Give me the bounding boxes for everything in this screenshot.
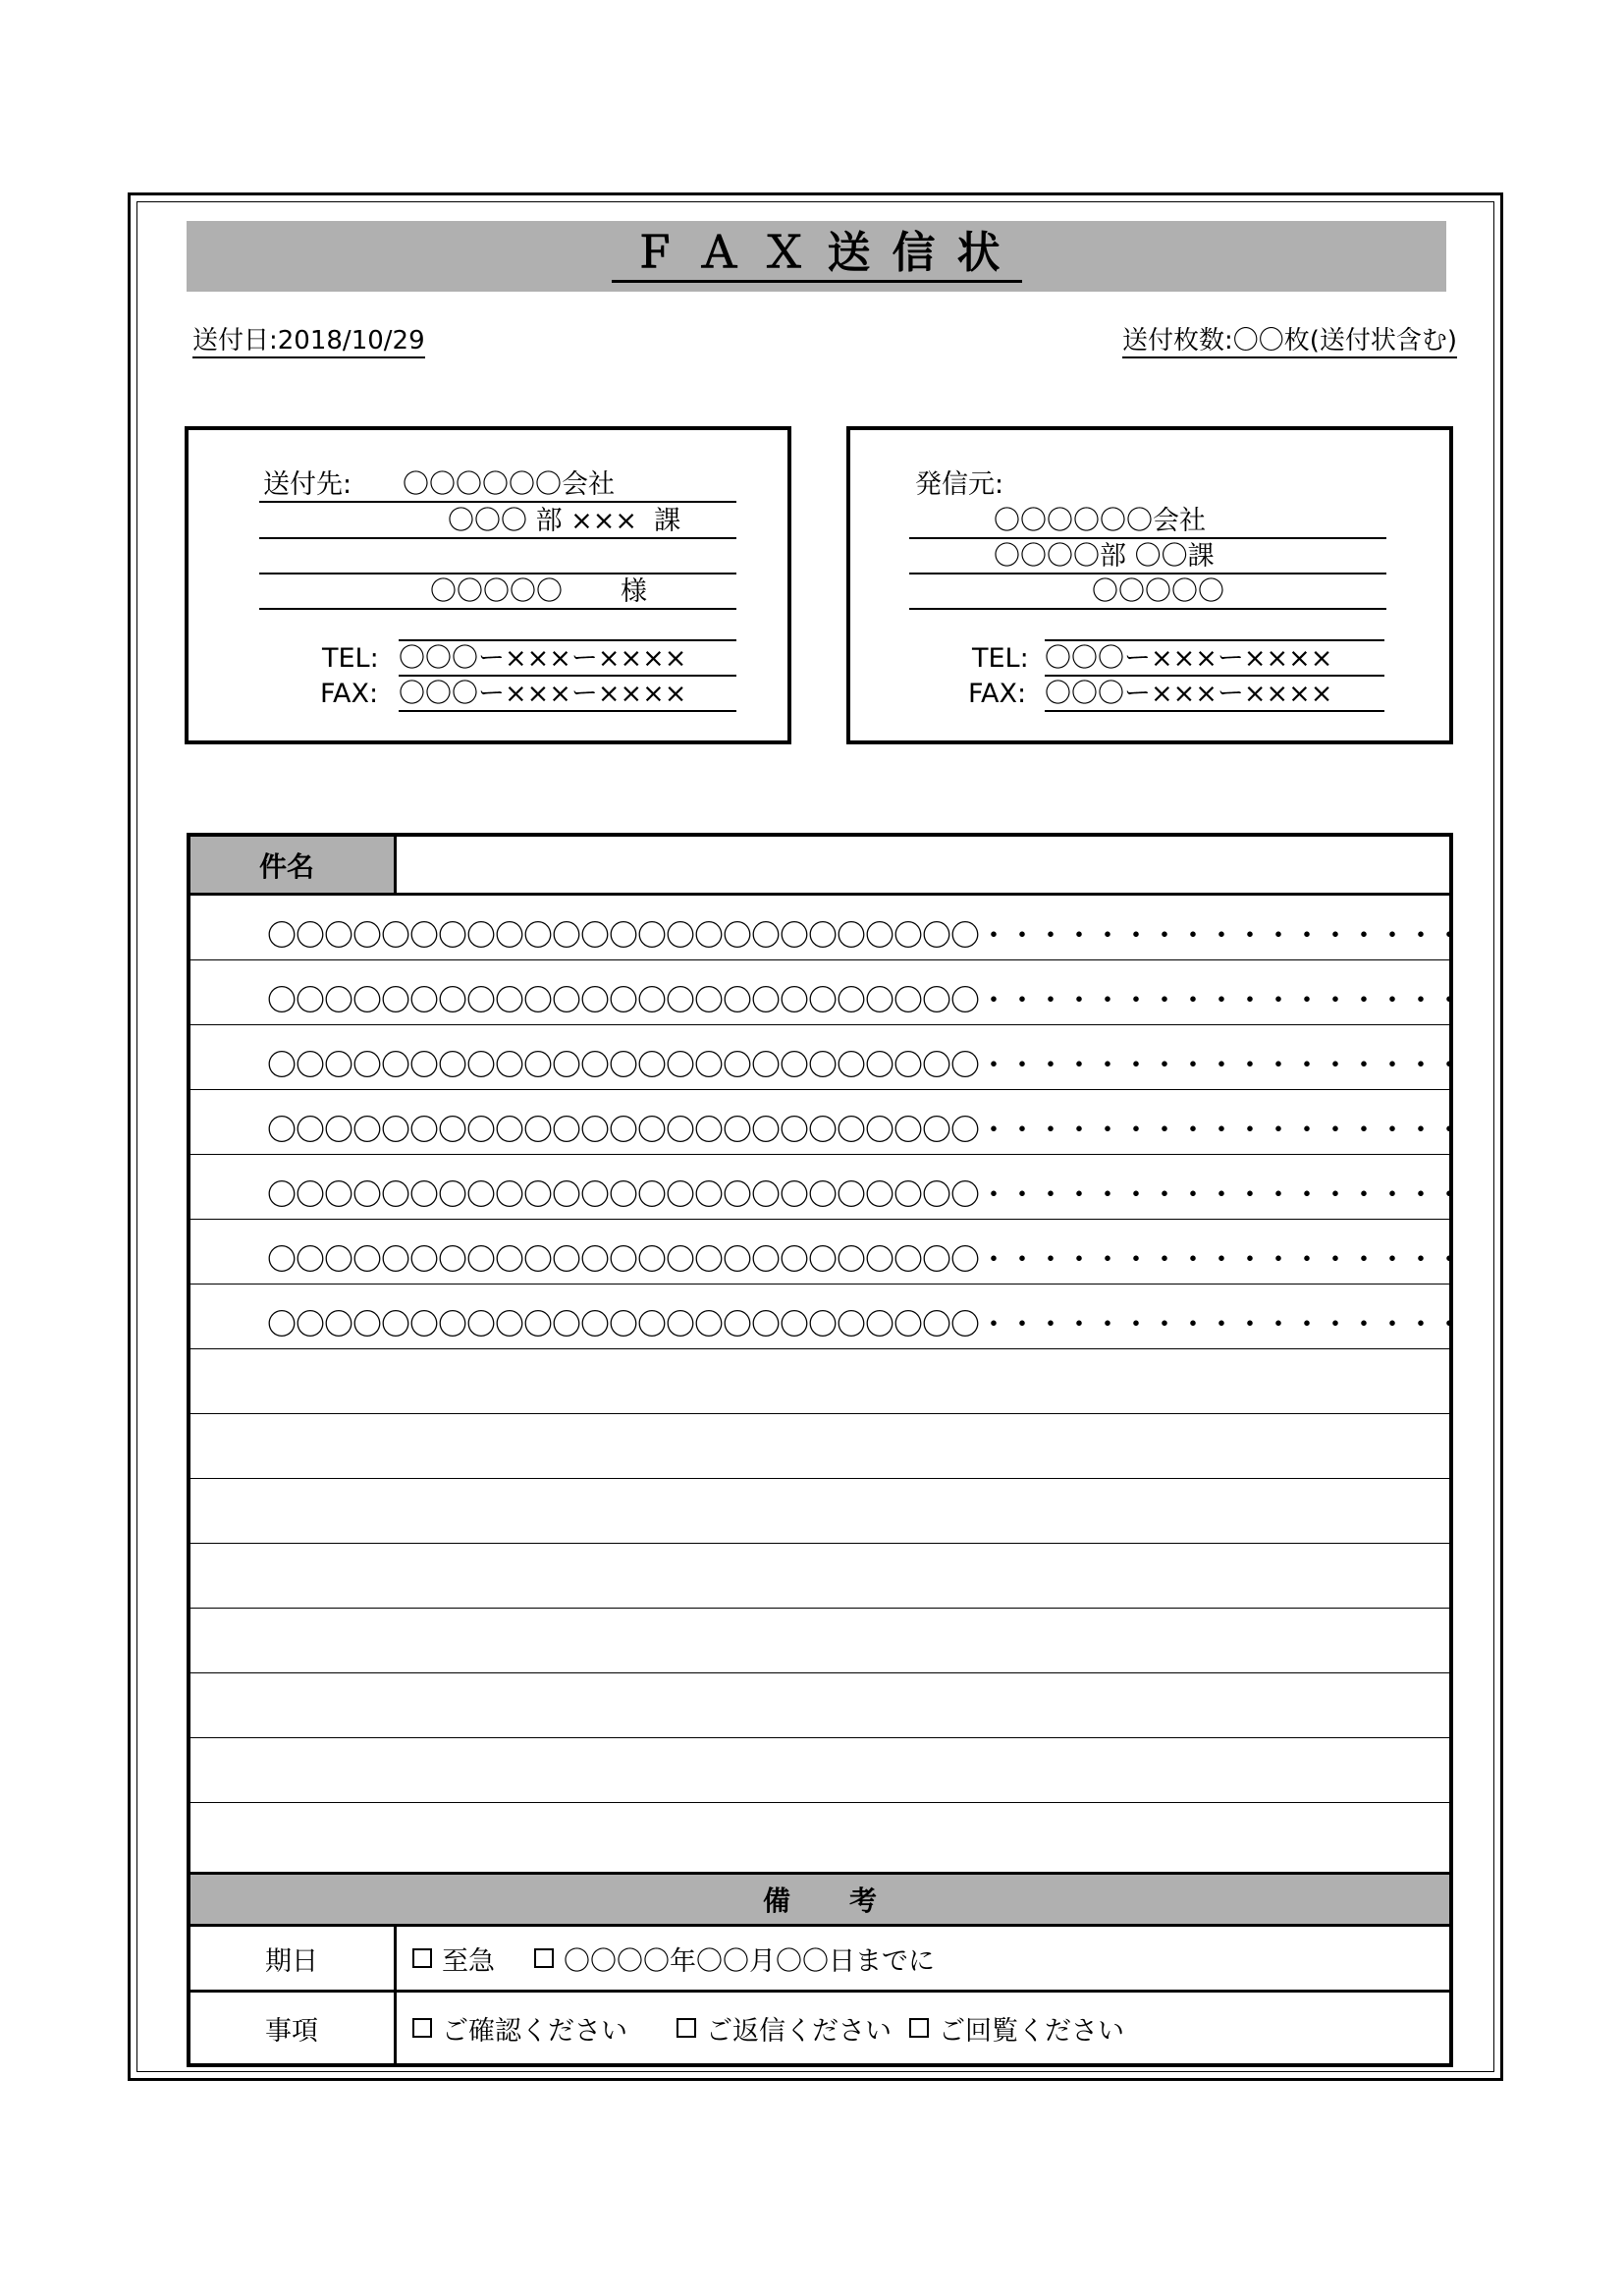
- sender-box: [846, 426, 1453, 744]
- deadline-options: [412, 1927, 974, 1990]
- option-circulate[interactable]: [909, 2009, 1124, 2048]
- sender-tel-top-line: [1045, 639, 1384, 641]
- message-table: [187, 833, 1463, 2067]
- matters-options: [412, 1993, 1164, 2063]
- recipient-line-4: [259, 608, 736, 610]
- body-line-text: 〇〇〇〇〇〇〇〇〇〇〇〇〇〇〇〇〇〇〇〇〇〇〇〇〇・・・・・・・・・・・・・・・・・: [267, 1178, 1463, 1213]
- body-line-8[interactable]: [190, 1349, 1449, 1414]
- sender-department: 〇〇〇〇部 〇〇課: [994, 541, 1215, 572]
- body-line-1[interactable]: [190, 896, 1463, 960]
- subject-label-text: 件名: [259, 849, 315, 883]
- deadline-label: [190, 1927, 397, 1990]
- option-reply[interactable]: [677, 2009, 892, 2048]
- recipient-box: [185, 426, 791, 744]
- sender-tel-label: TEL:: [972, 643, 1029, 674]
- matters-label: [190, 1993, 397, 2063]
- body-line-11[interactable]: [190, 1544, 1449, 1609]
- body-line-3[interactable]: [190, 1025, 1463, 1090]
- matters-label-text: 事項: [265, 2015, 318, 2047]
- body-line-10[interactable]: [190, 1479, 1449, 1544]
- body-line-4[interactable]: [190, 1090, 1463, 1155]
- sender-company: 〇〇〇〇〇〇会社: [994, 506, 1206, 536]
- body-line-15[interactable]: [190, 1803, 1449, 1872]
- recipient-fax: 〇〇〇ー×××ー××××: [399, 679, 687, 709]
- option-label: 〇〇〇〇年〇〇月〇〇日までに: [564, 1945, 935, 1977]
- recipient-line-1: [259, 501, 736, 503]
- body-line-text: 〇〇〇〇〇〇〇〇〇〇〇〇〇〇〇〇〇〇〇〇〇〇〇〇〇・・・・・・・・・・・・・・・・・: [267, 1308, 1463, 1342]
- recipient-fax-label: FAX:: [320, 679, 379, 709]
- body-line-9[interactable]: [190, 1414, 1449, 1479]
- body-line-text: 〇〇〇〇〇〇〇〇〇〇〇〇〇〇〇〇〇〇〇〇〇〇〇〇〇・・・・・・・・・・・・・・・・・: [267, 1114, 1463, 1148]
- body-line-2[interactable]: [190, 960, 1463, 1025]
- option-label: 至急: [442, 1945, 495, 1977]
- subject-field[interactable]: [397, 837, 1449, 893]
- recipient-company: 〇〇〇〇〇〇会社: [403, 469, 615, 500]
- option-confirm[interactable]: [412, 2009, 627, 2048]
- recipient-name: 〇〇〇〇〇: [430, 576, 563, 607]
- recipient-tel-label: TEL:: [322, 643, 379, 674]
- sender-fax: 〇〇〇ー×××ー××××: [1045, 679, 1333, 709]
- recipient-tel-top-line: [399, 639, 736, 641]
- recipient-fax-line: [399, 710, 736, 712]
- checkbox-icon[interactable]: [412, 1948, 432, 1968]
- sender-line-3: [909, 608, 1386, 610]
- body-line-text: 〇〇〇〇〇〇〇〇〇〇〇〇〇〇〇〇〇〇〇〇〇〇〇〇〇・・・・・・・・・・・・・・・・・: [267, 919, 1463, 954]
- checkbox-icon[interactable]: [412, 2018, 432, 2038]
- body-line-text: 〇〇〇〇〇〇〇〇〇〇〇〇〇〇〇〇〇〇〇〇〇〇〇〇〇・・・・・・・・・・・・・・・・・: [267, 984, 1463, 1018]
- checkbox-icon[interactable]: [909, 2018, 929, 2038]
- sender-tel: 〇〇〇ー×××ー××××: [1045, 643, 1333, 674]
- page-title: ＦＡＸ送信状: [612, 230, 1022, 282]
- remarks-row-matters: [190, 1993, 1449, 2063]
- deadline-label-text: 期日: [265, 1945, 318, 1977]
- option-urgent[interactable]: [412, 1940, 495, 1978]
- sender-line-1: [909, 537, 1386, 539]
- recipient-line-3: [259, 573, 736, 574]
- recipient-tel-line: [399, 675, 736, 677]
- sender-tel-line: [1045, 675, 1384, 677]
- sender-name: 〇〇〇〇〇: [1092, 576, 1224, 607]
- recipient-label: 送付先:: [263, 469, 352, 500]
- body-line-5[interactable]: [190, 1155, 1463, 1220]
- option-label: ご返信ください: [706, 2015, 892, 2047]
- sender-fax-line: [1045, 710, 1384, 712]
- recipient-honorific: 様: [621, 576, 647, 607]
- body-line-text: 〇〇〇〇〇〇〇〇〇〇〇〇〇〇〇〇〇〇〇〇〇〇〇〇〇・・・・・・・・・・・・・・・・・: [267, 1243, 1463, 1278]
- option-label: ご回覧ください: [939, 2015, 1124, 2047]
- checkbox-icon[interactable]: [534, 1948, 554, 1968]
- body-line-6[interactable]: [190, 1220, 1463, 1285]
- option-label: ご確認ください: [442, 2015, 627, 2047]
- sender-fax-label: FAX:: [968, 679, 1027, 709]
- title-band: [187, 221, 1446, 292]
- recipient-line-2: [259, 537, 736, 539]
- checkbox-icon[interactable]: [677, 2018, 696, 2038]
- subject-label: [190, 837, 397, 893]
- recipient-tel: 〇〇〇ー×××ー××××: [399, 643, 687, 674]
- remarks-row-deadline: [190, 1927, 1449, 1993]
- body-line-13[interactable]: [190, 1673, 1449, 1738]
- option-by-date[interactable]: [534, 1940, 935, 1978]
- send-date: 送付日:2018/10/29: [192, 326, 425, 358]
- recipient-department: 〇〇〇 部 ××× 課: [448, 506, 681, 536]
- sender-label: 発信元:: [915, 469, 1004, 500]
- body-line-12[interactable]: [190, 1609, 1449, 1673]
- body-line-14[interactable]: [190, 1738, 1449, 1803]
- page-count: 送付枚数:〇〇枚(送付状含む): [1122, 326, 1457, 358]
- body-line-text: 〇〇〇〇〇〇〇〇〇〇〇〇〇〇〇〇〇〇〇〇〇〇〇〇〇・・・・・・・・・・・・・・・・・: [267, 1049, 1463, 1083]
- sender-line-2: [909, 573, 1386, 574]
- remarks-header: 備考: [190, 1872, 1449, 1927]
- body-line-7[interactable]: [190, 1285, 1463, 1349]
